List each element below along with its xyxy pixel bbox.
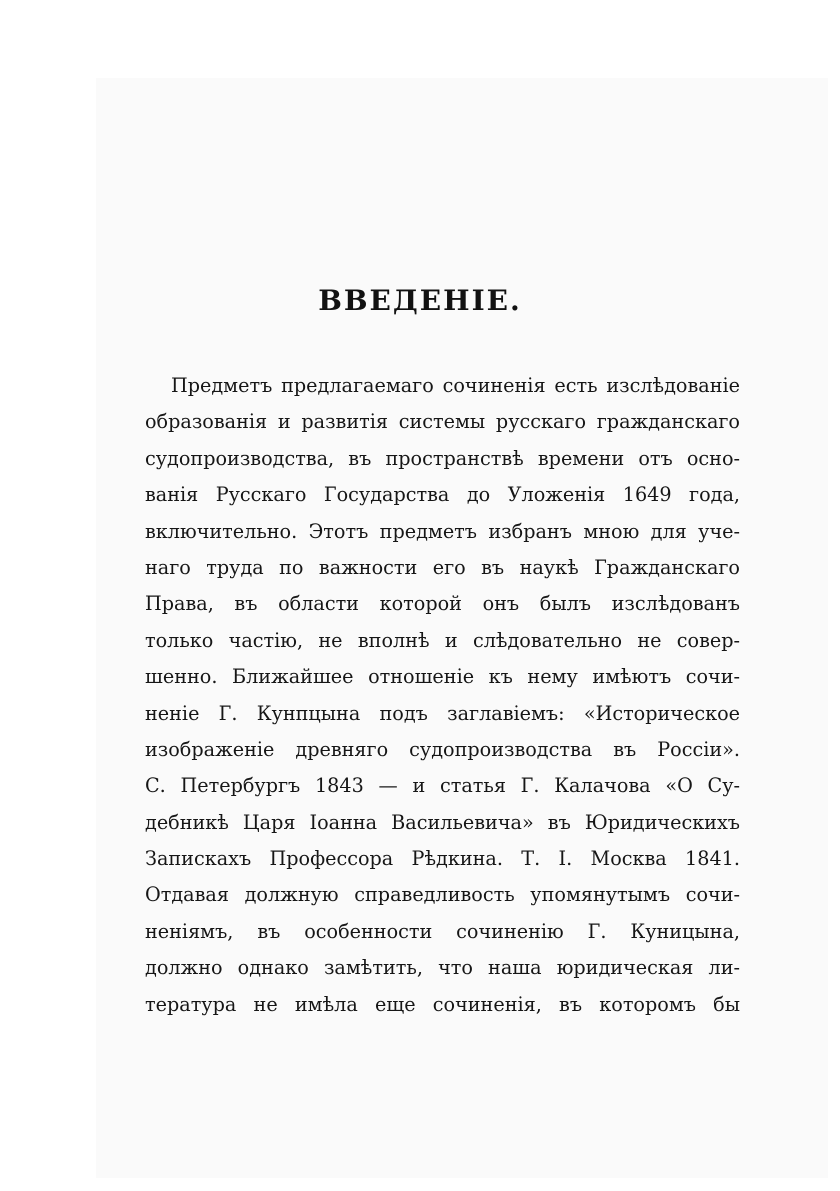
- text-line: изображеніе древняго судопроизводства въ Россіи».: [145, 737, 740, 761]
- text-line: С. Петербургъ 1843 — и статья Г. Калачова «О Су-: [145, 774, 740, 798]
- text-line: неніямъ, въ особенности сочиненію Г. Куницына,: [145, 919, 740, 943]
- text-line: Запискахъ Профессора Рѣдкина. Т. I. Москва 1841.: [145, 847, 740, 871]
- text-line: Предметъ предлагаемаго сочиненія есть изслѣдованіе: [171, 374, 740, 397]
- text-line: шенно. Ближайшее отношеніе къ нему имѣютъ сочи-: [145, 665, 740, 689]
- chapter-title: ВВЕДЕНІЕ.: [318, 284, 522, 317]
- body-text: [145, 368, 740, 1023]
- text-line: дебникѣ Царя Іоанна Васильевича» въ Юридическихъ: [145, 810, 740, 834]
- text-line: наго труда по важности его въ наукѣ Гражданскаго: [145, 555, 740, 579]
- text-line: включительно. Этотъ предметъ избранъ мною для уче-: [145, 519, 740, 543]
- text-line: ванія Русскаго Государства до Уложенія 1649 года,: [145, 483, 740, 507]
- text-line: неніе Г. Кунпцына подъ заглавіемъ: «Историческое: [145, 701, 740, 725]
- text-line: судопроизводства, въ пространствѣ времени отъ осно-: [145, 446, 740, 470]
- text-line: тература не имѣла еще сочиненія, въ которомъ бы: [145, 992, 740, 1016]
- text-line: только частію, не вполнѣ и слѣдовательно не совер-: [145, 628, 740, 652]
- text-line: Права, въ области которой онъ былъ изслѣдованъ: [145, 592, 740, 616]
- text-line: образованія и развитія системы русскаго гражданскаго: [145, 410, 740, 434]
- text-line: Отдавая должную справедливость упомянутымъ сочи-: [145, 883, 740, 907]
- text-line: должно однако замѣтить, что наша юридическая ли-: [145, 956, 740, 980]
